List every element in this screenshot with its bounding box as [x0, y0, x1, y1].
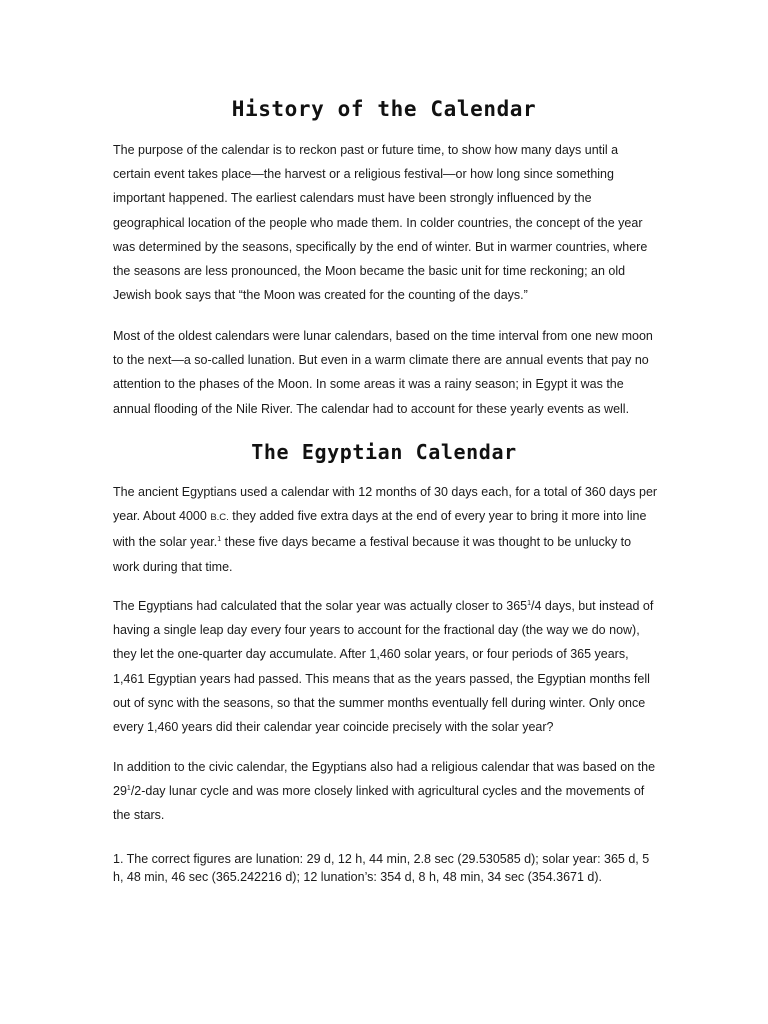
egyptian-paragraph-1	[113, 480, 658, 579]
footnote: 1. The correct figures are lunation: 29 d, 12 h, 44 min, 2.8 sec (29.530585 d); solar year: 365 d, 5 h, 48 min, 46 sec (365.242216 d); 12 lunation’s: 354 d, 8 h, 48 min, 34 sec (354.3671 d).	[113, 852, 650, 884]
fraction-numerator: 1	[527, 599, 532, 607]
text-run: /2-day lunar cycle and was more closely linked with agricultural cycles and the movements of the stars.	[113, 784, 645, 823]
intro-paragraph-2: Most of the oldest calendars were lunar calendars, based on the time interval from one new moon to the next—a so-called lunation. But even in a warm climate there are annual events that pay no attention to the phases of the Moon. In some areas it was a rainy season; in Egypt it was the annual flooding of the Nile River. The calendar had to account for these yearly events as well.	[113, 329, 653, 416]
fraction-numerator: 1	[126, 785, 131, 793]
text-run: The Egyptians had calculated that the solar year was actually closer to 365	[113, 599, 528, 613]
section-heading-egyptian: The Egyptian Calendar	[251, 440, 517, 464]
text-run: /4 days, but instead of having a single leap day every four years to account for the fractional day (the way we do now), they let the one-quarter day accumulate. After 1,460 solar years, or four periods of 365 years, 1,461 Egyptian years had passed. This means that as the years passed, the Egyptian months fell out of sync with the seasons, so that the summer months eventually fell during winter. Only once every 1,460 years did their calendar year coincide precisely with the solar year?	[113, 599, 654, 735]
text-run: The ancient Egyptians used a calendar with 12 months of 30 days each, for a total of 360 days per year. About 4000	[113, 485, 658, 524]
footnote-marker: 1	[217, 536, 222, 544]
era-abbreviation: B.C.	[210, 512, 229, 524]
text-run: they added five extra days at the end of every year to bring it more into line with the solar year.	[113, 509, 647, 550]
page-title: History of the Calendar	[231, 97, 537, 121]
text-run: In addition to the civic calendar, the Egyptians also had a religious calendar that was based on the 29	[113, 760, 656, 799]
intro-paragraph-1: The purpose of the calendar is to reckon past or future time, to show how many days until a certain event takes place—the harvest or a religious festival—or how long since something important happened. The earliest calendars must have been strongly influenced by the geographical location of the people who made them. In colder countries, the concept of the year was determined by the seasons, specifically by the end of winter. But in warmer countries, where the seasons are less pronounced, the Moon became the basic unit for time reckoning; an old Jewish book says that “the Moon was created for the counting of the days.”	[113, 143, 648, 303]
egyptian-paragraph-2	[113, 594, 658, 739]
text-run: these five days became a festival because it was thought to be unlucky to work during that time.	[113, 535, 632, 574]
egyptian-paragraph-3	[113, 755, 658, 828]
